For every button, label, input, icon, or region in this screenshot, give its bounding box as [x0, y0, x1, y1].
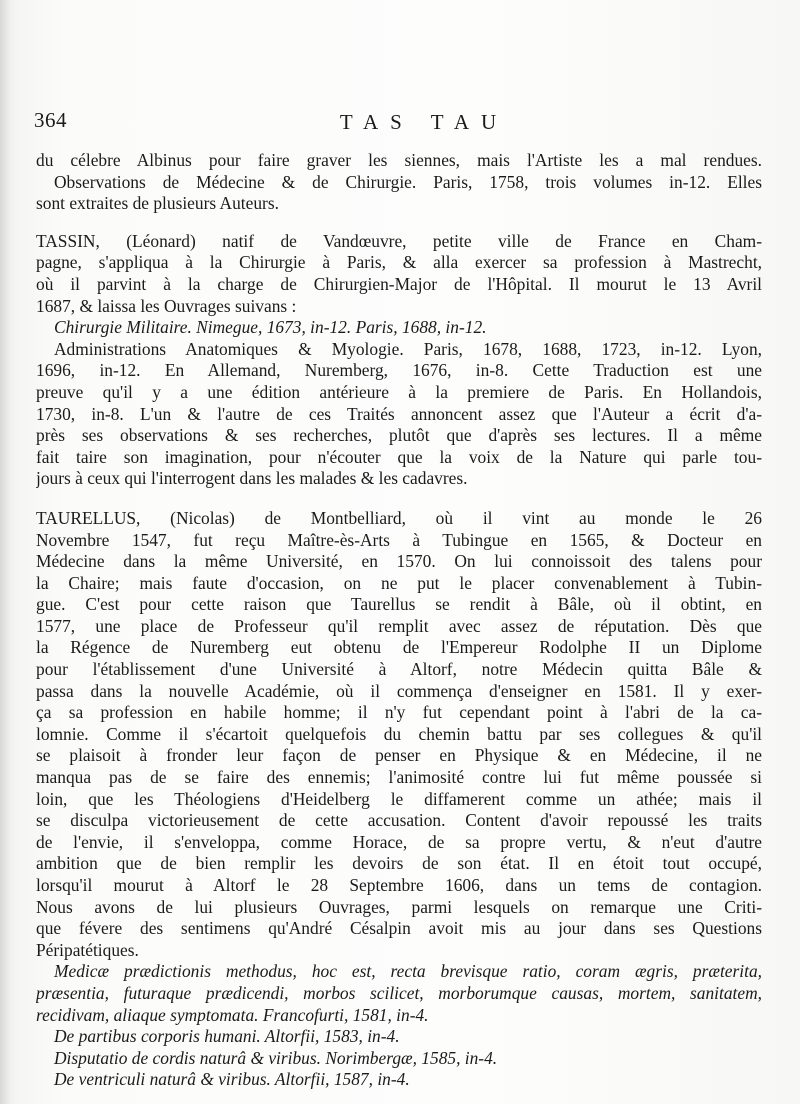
text-line: passa dans la nouvelle Académie, où il commença d'enseigner en 1581. Il y exer- — [36, 680, 762, 701]
text-line: pour l'établissement d'une Université à Altorf, notre Médecin quitta Bâle & — [36, 659, 762, 680]
text-line: que févere des sentimens qu'André Césalpin avoit mis au jour dans ses Questions — [36, 918, 762, 939]
text-line: preuve qu'il y a une édition antérieure à la premiere de Paris. En Hollandois, — [36, 381, 762, 402]
bibliography-line: Disputatio de cordis naturâ & viribus. Norimbergæ, 1585, in-4. — [54, 1047, 498, 1068]
text-line: 1687, & laissa les Ouvrages suivans : — [36, 295, 297, 316]
bibliography-line: Chirurgie Militaire. Nimegue, 1673, in-12. Paris, 1688, in-12. — [54, 317, 487, 338]
text-line: Observations de Médecine & de Chirurgie. Paris, 1758, trois volumes in-12. Elles — [54, 171, 762, 192]
binding-gutter-shadow — [0, 0, 16, 1104]
text-line: se plaisoit à fronder leur façon de penser en Physique & en Médecine, il ne — [36, 745, 762, 766]
text-line: lorsqu'il mourut à Altorf le 28 Septembre 1606, dans un tems de contagion. — [36, 875, 762, 895]
text-line: la Régence de Nuremberg eut obtenu de l'Empereur Rodolphe II un Diplome — [36, 637, 762, 658]
entry-heading-line: TASSIN, (Léonard) natif de Vandœuvre, petite ville de France en Cham- — [36, 230, 762, 251]
bibliography-line: De ventriculi naturâ & viribus. Altorfii, 1587, in-4. — [54, 1069, 410, 1090]
page-number: 364 — [34, 108, 67, 132]
text-line: se disculpa victorieusement de cette accusation. Content d'avoir repoussé les traits — [36, 810, 762, 831]
entry-heading-line: TAURELLUS, (Nicolas) de Montbelliard, où il vint au monde le 26 — [36, 507, 762, 528]
text-line: Nous avons de lui plusieurs Ouvrages, parmi lesquels on remarque une Criti- — [36, 896, 762, 917]
text-line: près ses observations & ses recherches, plutôt que d'après ses lectures. Il a même — [36, 425, 762, 446]
text-line: la Chaire; mais faute d'occasion, on ne put le placer convenablement à Tubin- — [36, 572, 762, 593]
paragraph-tassin — [36, 231, 762, 490]
text-line: ambition que de bien remplir les devoirs de son état. Il en étoit tout occupé, — [36, 853, 762, 874]
paragraph-gap — [36, 215, 762, 231]
paragraph-gap — [36, 490, 762, 508]
paragraph-taurellus-works — [36, 961, 762, 1091]
text-line: 1577, une place de Professeur qu'il remplit avec assez de réputation. Dès que — [36, 615, 762, 636]
text-line: Novembre 1547, fut reçu Maître-ès-Arts à Tubingue en 1565, & Docteur en — [36, 529, 762, 550]
running-head: TAS TAU — [339, 110, 509, 134]
text-line: sont extraites de plusieurs Auteurs. — [36, 193, 279, 214]
text-line: 1696, in-12. En Allemand, Nuremberg, 1676, in-8. Cette Traduction est une — [36, 360, 762, 381]
text-line: de l'envie, il s'enveloppa, comme Horace, de sa propre vertu, & n'eut d'autre — [36, 831, 762, 852]
text-line: lomnie. Comme il s'écartoit quelquefois du chemin battu par ses collegues & qu'il — [36, 723, 762, 744]
text-line: jours à ceux qui l'interrogent dans les malades & les cadavres. — [36, 468, 468, 489]
text-line: pagne, s'appliqua à la Chirurgie à Paris, & alla exercer sa profession à Mastrecht, — [36, 252, 762, 273]
text-line: fait taire son imagination, pour n'écouter que la voix de la Nature qui parle tou- — [36, 446, 762, 467]
paragraph-albinus-continuation — [36, 150, 762, 215]
text-line: Médecine dans la même Université, en 1570. On lui connoissoit des talens pour — [36, 551, 762, 572]
bibliography-line: Medicæ prædictionis methodus, hoc est, recta brevisque ratio, coram ægris, præterita, — [54, 961, 762, 982]
page-header — [34, 108, 774, 140]
text-line: Péripatétiques. — [36, 939, 139, 960]
text-line: ça sa profession en habile homme; il n'y fut cependant point à l'abri de la ca- — [36, 702, 762, 723]
bibliography-line: præsentia, futuraque prædicendi, morbos scilicet, morborumque causas, mortem, sanitatem, — [36, 982, 762, 1003]
text-line: 1730, in-8. L'un & l'autre de ces Traités annoncent assez que l'Auteur a écrit d'a- — [36, 403, 762, 424]
text-line: où il parvint à la charge de Chirurgien-Major de l'Hôpital. Il mourut le 13 Avril — [36, 273, 762, 294]
bibliography-line: De partibus corporis humani. Altorfii, 1583, in-4. — [54, 1026, 400, 1047]
text-line: du célebre Albinus pour faire graver les siennes, mais l'Artiste les a mal rendues. — [36, 150, 762, 170]
text-line: gue. C'est pour cette raison que Taurellus se rendit à Bâle, où il obtint, en — [36, 594, 762, 615]
bibliography-line: Administrations Anatomiques & Myologie. Paris, 1678, 1688, 1723, in-12. Lyon, — [54, 338, 762, 359]
text-line: manqua pas de se faire des ennemis; l'animosité contre lui fut même poussée si — [36, 767, 762, 788]
text-line: loin, que les Théologiens d'Heidelberg le diffamerent comme un athée; mais il — [36, 788, 762, 809]
paragraph-taurellus — [36, 508, 762, 961]
page-body — [36, 150, 762, 1091]
bibliography-line: recidivam, aliaque symptomata. Francofurti, 1581, in-4. — [36, 1004, 429, 1025]
